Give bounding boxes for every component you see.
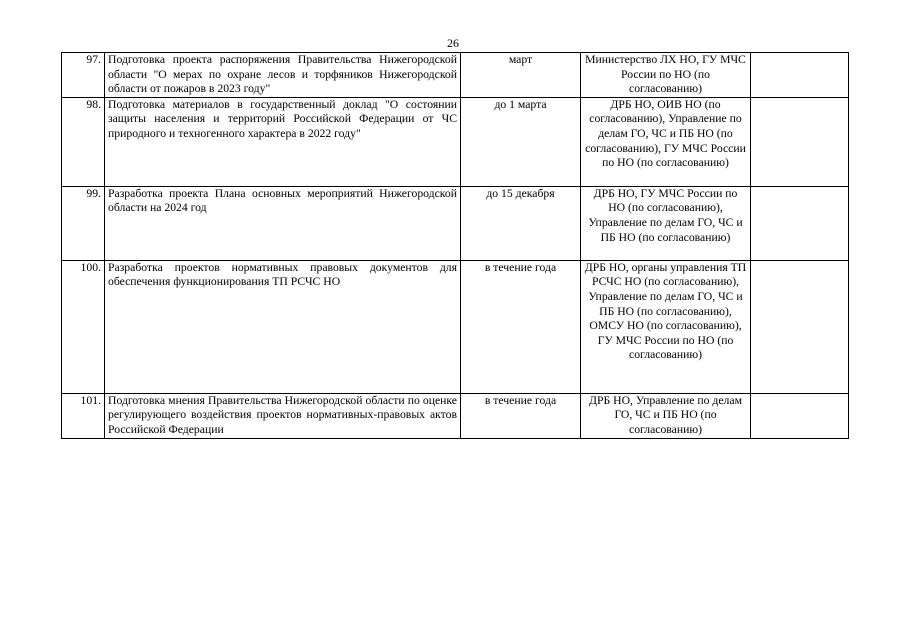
row-number: 100. xyxy=(62,260,105,393)
task-cell: Подготовка проекта распоряжения Правительства Нижегородской области "О мерах по охране лесов и торфяников Нижегородской области от пожаров в 2023 году" xyxy=(105,53,461,98)
table-row xyxy=(62,260,849,393)
row-number: 97. xyxy=(62,53,105,98)
note-cell xyxy=(751,260,849,393)
responsible-cell: ДРБ НО, ГУ МЧС России по НО (по согласованию), Управление по делам ГО, ЧС и ПБ НО (по согласованию) xyxy=(581,186,751,260)
term-cell: в течение года xyxy=(461,260,581,393)
term-cell: до 15 декабря xyxy=(461,186,581,260)
table-row xyxy=(62,186,849,260)
table-row xyxy=(62,393,849,438)
table-row xyxy=(62,97,849,186)
term-cell: до 1 марта xyxy=(461,97,581,186)
page-number: 26 xyxy=(447,36,459,50)
row-number: 99. xyxy=(62,186,105,260)
note-cell xyxy=(751,97,849,186)
task-cell: Подготовка материалов в государственный доклад "О состоянии защиты населения и территорий Российской Федерации от ЧС природного и техногенного характера в 2022 году" xyxy=(105,97,461,186)
task-cell: Подготовка мнения Правительства Нижегородской области по оценке регулирующего воздействия проектов нормативных-правовых актов Российской Федерации xyxy=(105,393,461,438)
task-cell: Разработка проектов нормативных правовых документов для обеспечения функционирования ТП РСЧС НО xyxy=(105,260,461,393)
table-row xyxy=(62,53,849,98)
term-cell: в течение года xyxy=(461,393,581,438)
task-cell: Разработка проекта Плана основных мероприятий Нижегородской области на 2024 год xyxy=(105,186,461,260)
note-cell xyxy=(751,53,849,98)
plan-table xyxy=(61,52,849,439)
responsible-cell: ДРБ НО, органы управления ТП РСЧС НО (по согласованию), Управление по делам ГО, ЧС и ПБ НО (по согласованию), ОМСУ НО (по согласованию), ГУ МЧС России по НО (по согласованию) xyxy=(581,260,751,393)
note-cell xyxy=(751,393,849,438)
responsible-cell: Министерство ЛХ НО, ГУ МЧС России по НО (по согласованию) xyxy=(581,53,751,98)
responsible-cell: ДРБ НО, Управление по делам ГО, ЧС и ПБ НО (по согласованию) xyxy=(581,393,751,438)
responsible-cell: ДРБ НО, ОИВ НО (по согласованию), Управление по делам ГО, ЧС и ПБ НО (по согласованию), ГУ МЧС России по НО (по согласованию) xyxy=(581,97,751,186)
row-number: 101. xyxy=(62,393,105,438)
row-number: 98. xyxy=(62,97,105,186)
term-cell: март xyxy=(461,53,581,98)
note-cell xyxy=(751,186,849,260)
